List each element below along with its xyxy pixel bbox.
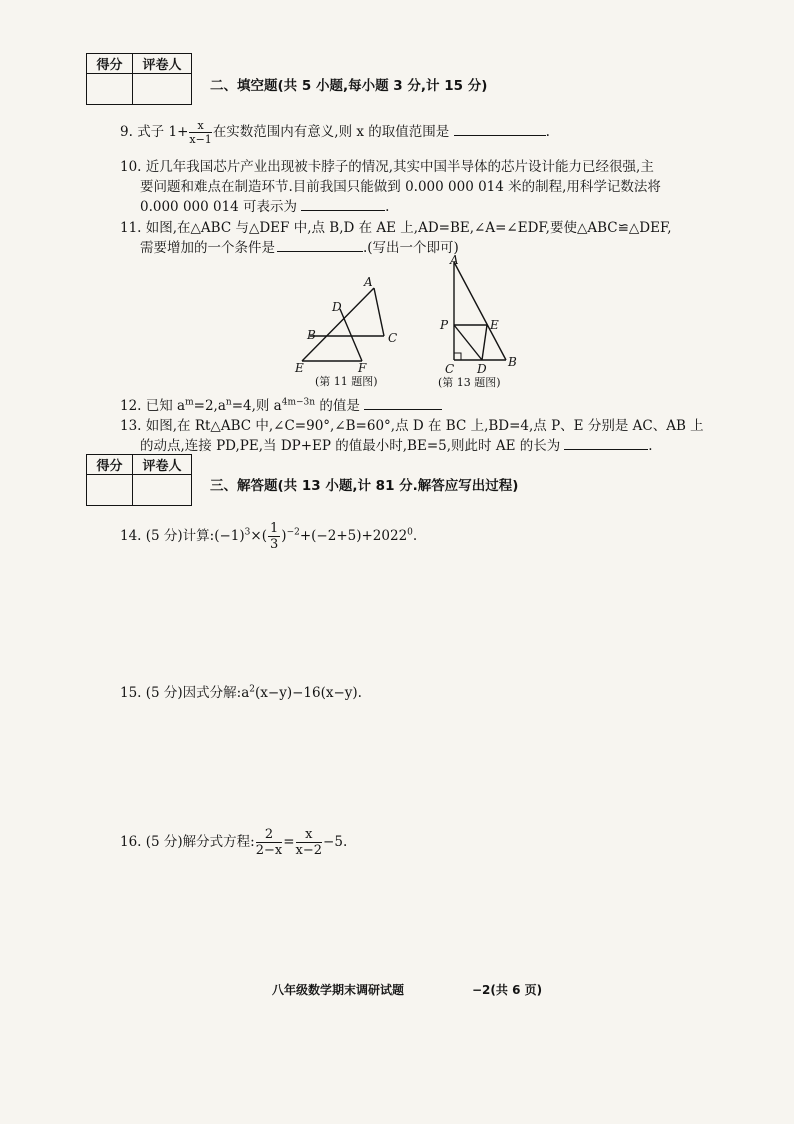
score-table-section3 [86,454,192,506]
q9-answer-blank[interactable] [454,123,546,136]
question-9: 9. 式子 1+ $\frac{x}{x-1}$ 在实数范围内有意义,则 x 的取值范围是 . [120,119,550,146]
grader-label: 评卷人 [133,455,192,475]
q16-answer-area[interactable] [140,870,720,970]
fig11-label-C: C [388,331,398,345]
fig11-label-B: B [307,328,316,342]
question-10-line2: 要问题和难点在制造环节.目前我国只能做到 0.000 000 014 米的制程,用科学记数法将 [140,179,661,195]
question-12: 12. 已知 $a^m=2,a^n=4$,则 $a^{4m-3n}$ 的值是 [120,394,442,414]
q16-fraction-2: $\frac{x}{x-2}$ [295,827,323,858]
q16-fraction-1: $\frac{2}{2-x}$ [255,827,283,858]
grader-cell[interactable] [133,74,192,105]
question-13-line1: 13. 如图,在 Rt△ABC 中,∠C=90°,∠B=60°,点 D 在 BC 上,BD=4,点 P、E 分别是 AC、AB 上 [120,418,704,434]
question-11-line1: 11. 如图,在△ABC 与△DEF 中,点 B,D 在 AE 上,AD=BE,∠A=∠EDF,要使△ABC≌△DEF, [120,220,672,236]
score-cell[interactable] [87,475,133,506]
section2-title: 二、填空题(共 5 小题,每小题 3 分,计 15 分) [210,78,488,94]
grader-label: 评卷人 [133,54,192,74]
fig11-label-F: F [358,361,367,375]
fig11-label-D: D [332,300,342,314]
question-14: 14. (5 分)计算$:(-1)^3\times$( $\frac{1}{3}$ )$^{-2}+(-2+5)+2022^0$. [120,521,418,552]
fig11-caption: (第 11 题图) [315,375,378,388]
figure-11 [290,266,420,390]
fig11-label-E: E [295,361,304,375]
fig13-label-C: C [445,362,455,376]
score-cell[interactable] [87,74,133,105]
fig13-caption: (第 13 题图) [438,376,501,389]
q15-answer-area[interactable] [140,710,720,820]
q10-answer-blank[interactable] [301,198,385,211]
question-15: 15. (5 分)因式分解$:a^2(x-y)-16(x-y)$. [120,684,362,701]
q11-answer-blank[interactable] [277,239,363,252]
fig13-label-B: B [508,355,517,369]
fig11-label-A: A [364,275,373,289]
q14-fraction: $\frac{1}{3}$ [270,521,279,552]
question-11-line2: 需要增加的一个条件是 .(写出一个即可) [140,240,459,256]
question-16: 16. (5 分)解分式方程: $\frac{2}{2-x}$ = $\frac{x}{x-2}$ −5. [120,827,348,858]
figure-13 [434,252,526,392]
score-label: 得分 [87,455,133,475]
score-label: 得分 [87,54,133,74]
fig13-label-A: A [450,253,459,267]
q14-answer-area[interactable] [140,560,720,670]
q13-answer-blank[interactable] [564,437,648,450]
section3-title: 三、解答题(共 13 小题,计 81 分.解答应写出过程) [210,478,519,494]
score-table-section2 [86,53,192,105]
footer-page-number: −2(共 6 页) [472,983,543,997]
footer-title: 八年级数学期末调研试题 [272,983,405,997]
grader-cell[interactable] [133,475,192,506]
q12-answer-blank[interactable] [364,397,442,410]
fig13-label-E: E [490,318,499,332]
fig13-label-D: D [477,362,487,376]
q9-fraction: $\frac{x}{x-1}$ [189,119,212,146]
fig13-label-P: P [440,318,449,332]
question-13-line2: 的动点,连接 PD,PE,当 DP+EP 的值最小时,BE=5,则此时 AE 的长为 . [140,438,653,454]
question-10-line3: 0.000 000 014 可表示为 . [140,199,390,215]
question-10-line1: 10. 近几年我国芯片产业出现被卡脖子的情况,其实中国半导体的芯片设计能力已经很强,主 [120,159,654,175]
